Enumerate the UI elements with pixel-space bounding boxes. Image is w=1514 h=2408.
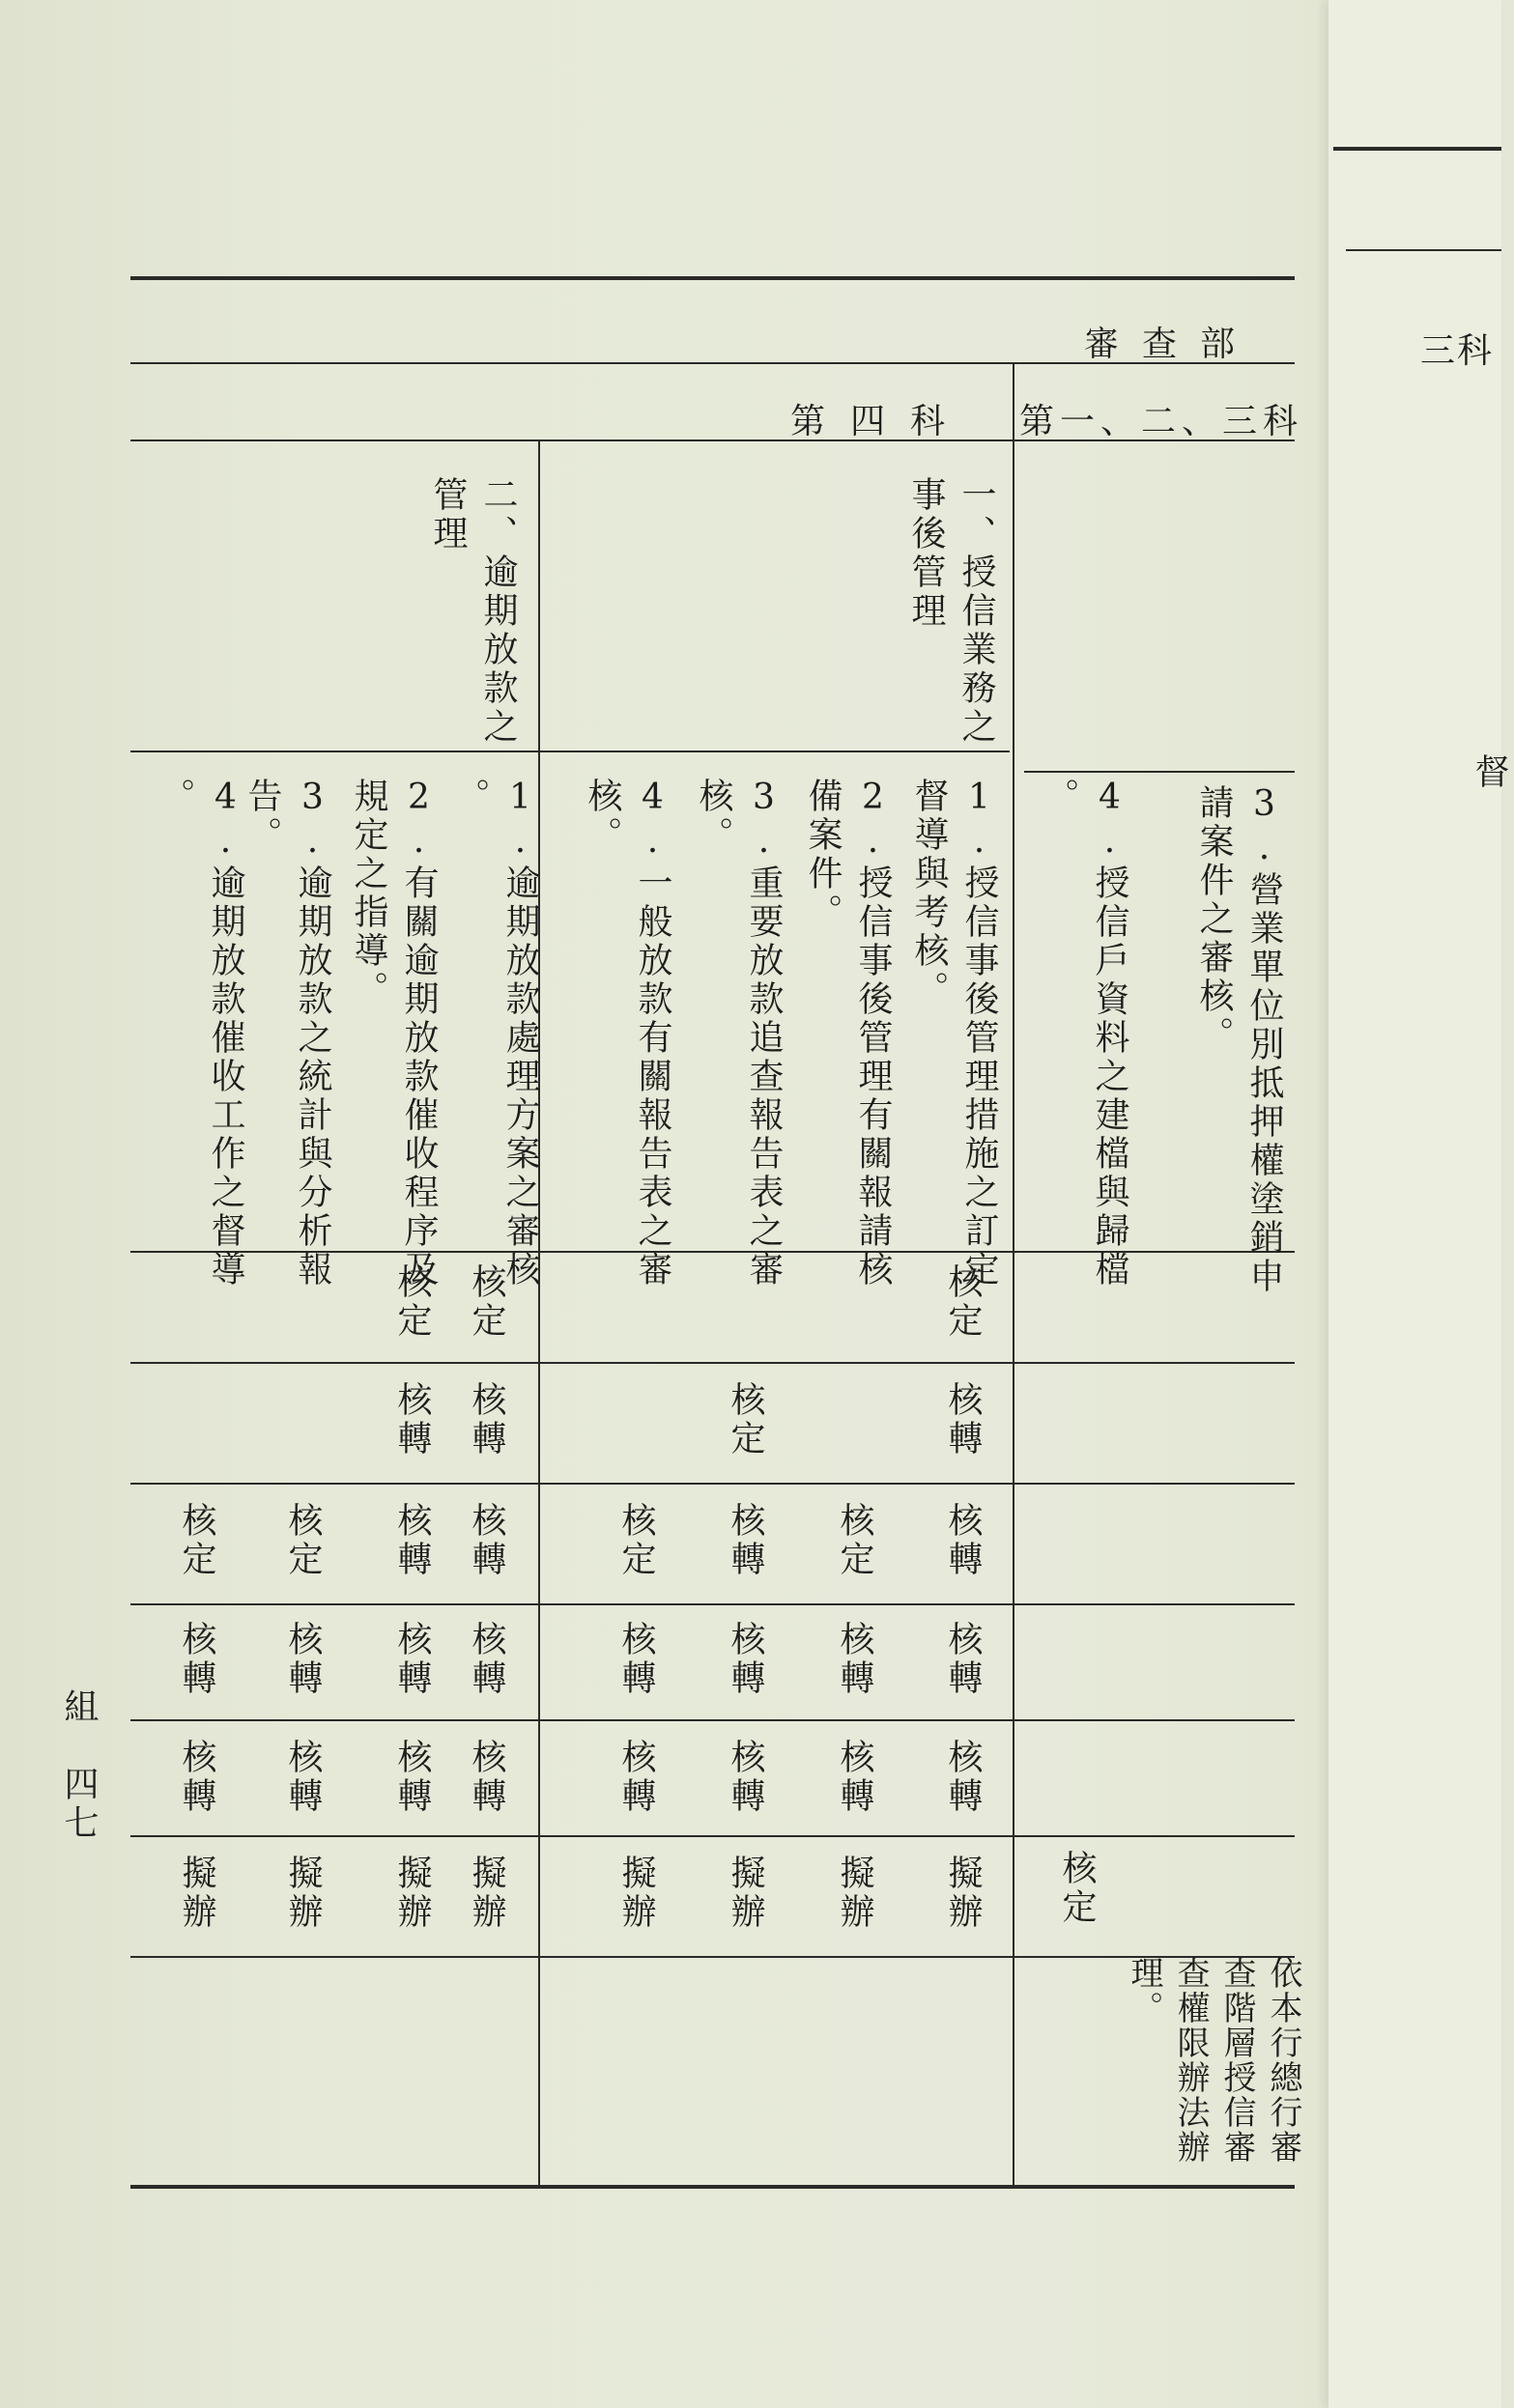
approval-mark: 核轉 bbox=[943, 1502, 983, 1579]
item2-task-2: 2.有關逾期放款催收程序及 規定之指導。 bbox=[349, 778, 439, 1289]
item1-task-3: 3.重要放款追查報告表之審 核。 bbox=[694, 778, 784, 1289]
approval-mark: 擬辦 bbox=[283, 1855, 323, 1932]
approval-mark: 核轉 bbox=[283, 1621, 323, 1698]
item1-title: 一、授信業務之 事後管理 bbox=[906, 476, 996, 747]
approval-mark: 核轉 bbox=[392, 1739, 432, 1816]
approval-mark: 擬辦 bbox=[392, 1855, 432, 1932]
approval-mark: 核定 bbox=[943, 1263, 983, 1341]
approval-mark: 擬辦 bbox=[835, 1855, 874, 1932]
approval-mark: 核轉 bbox=[177, 1739, 216, 1816]
item1-task-1: 1.授信事後管理措施之訂定 督導與考核。 bbox=[909, 778, 999, 1289]
approval-mark: 核轉 bbox=[616, 1621, 656, 1698]
mark-row-rule bbox=[130, 1362, 1295, 1364]
approval-mark: 核轉 bbox=[467, 1381, 506, 1459]
adjacent-page-edge bbox=[1328, 0, 1509, 2408]
adjacent-page-rule bbox=[1333, 147, 1501, 151]
approval-mark: 核轉 bbox=[726, 1502, 765, 1579]
approval-mark: 擬辦 bbox=[467, 1855, 506, 1932]
department-title: 審查部 bbox=[1084, 325, 1259, 364]
adjacent-header-fragment: 三科 bbox=[1420, 331, 1495, 371]
table-top-rule bbox=[130, 276, 1295, 280]
approval-mark: 核轉 bbox=[835, 1621, 874, 1698]
approval-mark: 核轉 bbox=[943, 1381, 983, 1459]
approval-mark: 核轉 bbox=[835, 1739, 874, 1816]
item1-task-4: 4.一般放款有關報告表之審 核。 bbox=[583, 778, 672, 1289]
approval-mark: 核定 bbox=[392, 1263, 432, 1341]
approval-mark: 核轉 bbox=[467, 1621, 506, 1698]
table-bottom-rule bbox=[130, 2185, 1295, 2189]
approval-mark: 核定 bbox=[726, 1381, 765, 1459]
approval-mark: 核轉 bbox=[726, 1739, 765, 1816]
adjacent-text-fragment: 督 bbox=[1470, 753, 1509, 792]
item2-title: 二、逾期放款之 管理 bbox=[428, 476, 518, 747]
section-column-divider bbox=[1013, 362, 1014, 2185]
section123-task-4-mark: 核定 bbox=[1057, 1850, 1097, 1927]
section4-column-divider bbox=[538, 439, 540, 2185]
approval-mark: 擬辦 bbox=[616, 1855, 656, 1932]
approval-mark: 核轉 bbox=[616, 1739, 656, 1816]
approval-mark: 擬辦 bbox=[726, 1855, 765, 1932]
approval-mark: 核定 bbox=[467, 1263, 506, 1341]
approval-mark: 核轉 bbox=[392, 1621, 432, 1698]
approval-mark: 擬辦 bbox=[943, 1855, 983, 1932]
approval-mark: 核轉 bbox=[943, 1621, 983, 1698]
approval-mark: 核轉 bbox=[467, 1502, 506, 1579]
item1-task-2: 2.授信事後管理有關報請核 備案件。 bbox=[803, 778, 893, 1289]
section123-task-3: 3.營業單位別抵押權塗銷申 請案件之審核。 bbox=[1194, 784, 1284, 1296]
approval-mark: 核轉 bbox=[392, 1502, 432, 1579]
mark-row-rule bbox=[130, 1603, 1295, 1605]
item2-task-1: 1.逾期放款處理方案之審核 。 bbox=[450, 778, 540, 1289]
approval-mark: 核轉 bbox=[177, 1621, 216, 1698]
section123-task-4: 4.授信戶資料之建檔與歸檔 。 bbox=[1040, 778, 1129, 1289]
section4-title-rule bbox=[130, 751, 1010, 752]
approval-mark: 核定 bbox=[616, 1502, 656, 1579]
section123-title-rule bbox=[1024, 771, 1295, 773]
mark-row-rule bbox=[130, 1719, 1295, 1721]
approval-mark: 核定 bbox=[835, 1502, 874, 1579]
mark-row-rule bbox=[130, 1483, 1295, 1485]
section123-remark: 依本行總行審 查階層授信審 查權限辦法辦 理。 bbox=[1125, 1956, 1302, 2165]
item2-task-4: 4.逾期放款催收工作之督導 。 bbox=[156, 778, 245, 1289]
approval-mark: 核轉 bbox=[283, 1739, 323, 1816]
page-number: 四七 bbox=[59, 1766, 99, 1843]
approval-mark: 核轉 bbox=[726, 1621, 765, 1698]
section-fourth-title: 第四科 bbox=[790, 402, 971, 441]
approval-mark: 擬辦 bbox=[177, 1855, 216, 1932]
approval-mark: 核定 bbox=[283, 1502, 323, 1579]
item2-task-3: 3.逾期放款之統計與分析報 告。 bbox=[243, 778, 332, 1289]
approval-mark: 核轉 bbox=[392, 1381, 432, 1459]
margin-group-label: 組 bbox=[59, 1688, 99, 1727]
mark-row-rule bbox=[130, 1835, 1295, 1837]
section-main-title: 第一、二、三科 bbox=[1019, 402, 1304, 441]
approval-mark: 核轉 bbox=[467, 1739, 506, 1816]
approval-mark: 核轉 bbox=[943, 1739, 983, 1816]
adjacent-page-rule bbox=[1346, 249, 1501, 251]
approval-mark: 核定 bbox=[177, 1502, 216, 1579]
